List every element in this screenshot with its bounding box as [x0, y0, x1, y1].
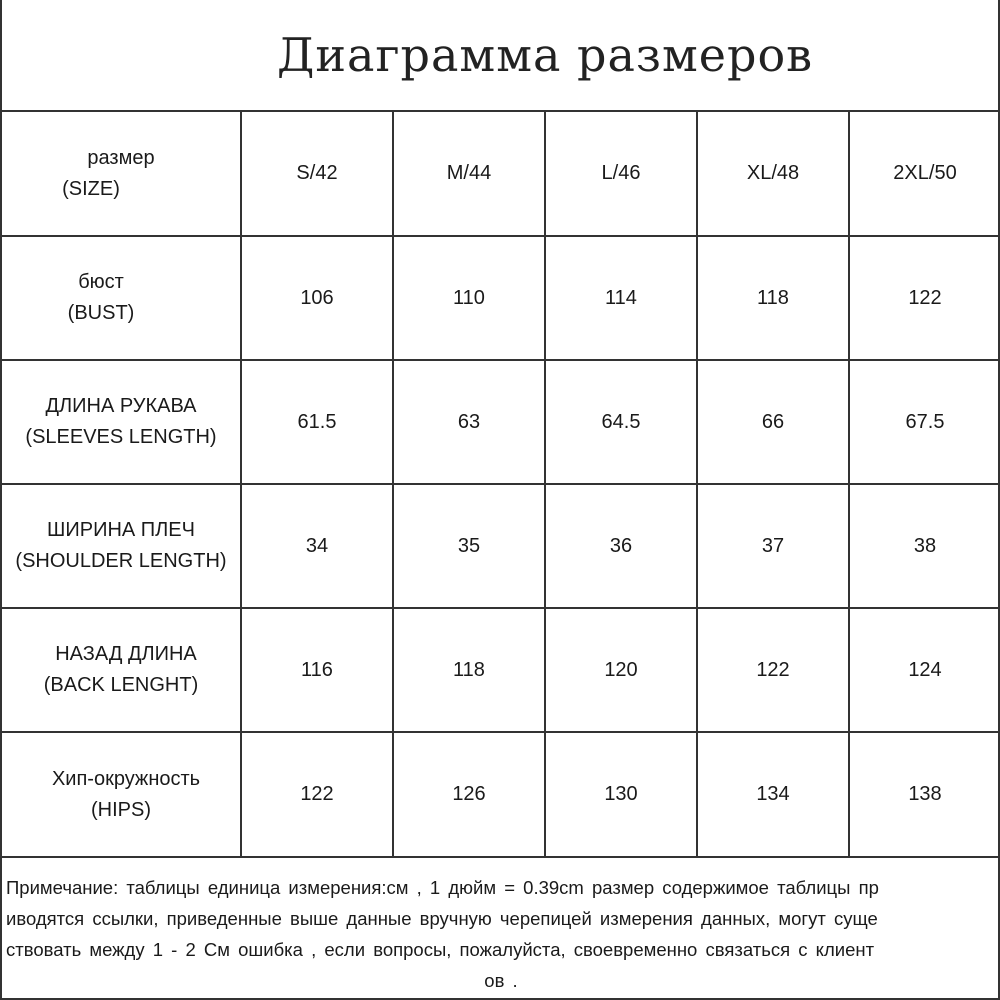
table-cell: 126	[393, 732, 545, 857]
row-label-cell	[1, 484, 241, 608]
row-label-cell	[1, 608, 241, 732]
row-label-en: (SLEEVES LENGTH)	[25, 426, 217, 448]
table-cell: 63	[393, 360, 545, 484]
table-row-bust	[1, 236, 1000, 360]
note-line: Примечание: таблицы единица измерения:см , 1 дюйм = 0.39cm размер содержимое таблицы пр	[6, 877, 879, 898]
row-label-en: (BUST)	[67, 302, 135, 324]
measurement-note	[0, 858, 1000, 998]
header-size-2xl: 2XL/50	[849, 111, 1000, 236]
table-cell: 122	[697, 608, 849, 732]
row-label-ru: НАЗАД ДЛИНА	[55, 643, 197, 665]
header-label-cell	[1, 111, 241, 236]
table-cell: 122	[241, 732, 393, 857]
row-label-ru: ДЛИНА РУКАВА	[45, 395, 197, 417]
note-line: ствовать между 1 - 2 См ошибка , если вопросы, пожалуйста, своевременно связаться с клиент	[6, 939, 875, 960]
header-size-l: L/46	[545, 111, 697, 236]
table-cell: 124	[849, 608, 1000, 732]
row-label-en: (SHOULDER LENGTH)	[15, 550, 227, 572]
table-cell: 64.5	[545, 360, 697, 484]
table-cell: 118	[393, 608, 545, 732]
row-label-cell	[1, 360, 241, 484]
table-header-row	[1, 111, 1000, 236]
table-cell: 106	[241, 236, 393, 360]
table-cell: 114	[545, 236, 697, 360]
table-cell: 61.5	[241, 360, 393, 484]
header-label-en: (SIZE)	[62, 177, 120, 200]
row-label-cell	[1, 236, 241, 360]
row-label-en: (HIPS)	[91, 798, 151, 821]
row-label-ru: ШИРИНА ПЛЕЧ	[47, 519, 195, 541]
table-row-shoulder-length	[1, 484, 1000, 608]
row-label-en: (BACK LENGHT)	[43, 674, 199, 696]
table-cell: 38	[849, 484, 1000, 608]
page-title: Диаграмма размеров	[276, 28, 814, 82]
note-line: иводятся ссылки, приведенные выше данные вручную черепицей измерения данных, могут суще	[6, 908, 878, 929]
row-label-ru: бюст	[78, 271, 124, 293]
row-label-cell	[1, 732, 241, 857]
table-row-sleeves-length	[1, 360, 1000, 484]
header-size-m: M/44	[393, 111, 545, 236]
table-cell: 138	[849, 732, 1000, 857]
table-cell: 116	[241, 608, 393, 732]
header-size-xl: XL/48	[697, 111, 849, 236]
table-cell: 134	[697, 732, 849, 857]
table-cell: 110	[393, 236, 545, 360]
header-size-s: S/42	[241, 111, 393, 236]
table-cell: 36	[545, 484, 697, 608]
table-cell: 66	[697, 360, 849, 484]
note-line: ов .	[484, 970, 518, 991]
table-cell: 34	[241, 484, 393, 608]
table-cell: 35	[393, 484, 545, 608]
table-row-back-length	[1, 608, 1000, 732]
table-cell: 67.5	[849, 360, 1000, 484]
header-label-ru: размер	[87, 146, 155, 169]
table-cell: 37	[697, 484, 849, 608]
table-cell: 118	[697, 236, 849, 360]
table-cell: 122	[849, 236, 1000, 360]
row-label-ru: Хип-окружность	[51, 767, 201, 790]
table-cell: 120	[545, 608, 697, 732]
size-chart-table	[0, 110, 1000, 858]
table-row-hips	[1, 732, 1000, 857]
table-cell: 130	[545, 732, 697, 857]
